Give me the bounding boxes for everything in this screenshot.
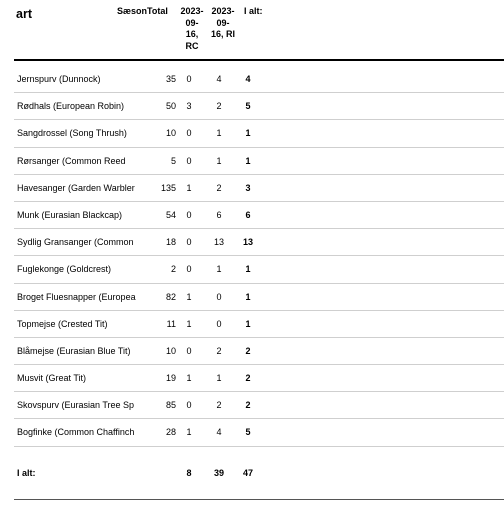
table-row — [14, 311, 504, 338]
count-ri: 2 — [216, 345, 222, 356]
count-rc: 0 — [186, 400, 192, 411]
row-total: 5 — [245, 101, 251, 112]
count-ri: 4 — [216, 74, 222, 84]
row-total: 1 — [245, 318, 251, 329]
count-ri: 4 — [216, 427, 222, 438]
season-total: 10 — [165, 128, 176, 139]
count-rc: 1 — [186, 318, 192, 329]
season-total: 85 — [165, 400, 176, 411]
species-name: Jernspurv (Dunnock) — [17, 74, 101, 84]
season-total: 50 — [165, 101, 176, 112]
count-ri: 2 — [216, 101, 222, 112]
row-total: 1 — [245, 155, 251, 166]
count-rc: 0 — [186, 237, 192, 248]
row-total: 5 — [245, 427, 251, 438]
footer-total-rc: 8 — [186, 468, 192, 478]
row-total: 6 — [245, 209, 251, 220]
row-total: 1 — [245, 264, 251, 275]
header-divider — [14, 59, 504, 61]
count-ri: 0 — [216, 291, 222, 302]
species-name: Munk (Eurasian Blackcap) — [17, 209, 123, 220]
season-total: 5 — [170, 155, 176, 166]
species-name: Havesanger (Garden Warbler — [17, 182, 135, 193]
count-rc: 3 — [186, 101, 192, 112]
season-total: 82 — [165, 291, 176, 302]
row-total: 1 — [245, 128, 251, 139]
count-rc: 1 — [186, 427, 192, 438]
table-body — [0, 66, 504, 447]
count-ri: 13 — [213, 237, 224, 248]
column-header-date-ri: 2023- 09- 16, RI — [210, 6, 235, 39]
column-header-season: Sæson — [117, 6, 148, 16]
species-name: Fuglekonge (Goldcrest) — [17, 264, 112, 275]
season-total: 28 — [165, 427, 176, 438]
table-row — [14, 284, 504, 311]
season-total: 18 — [165, 237, 176, 248]
row-total: 13 — [242, 237, 253, 248]
table-footer — [14, 462, 504, 482]
table-row — [14, 419, 504, 446]
column-header-date-rc: 2023- 09- 16, RC — [180, 6, 204, 51]
count-rc: 1 — [186, 373, 192, 384]
count-ri: 6 — [216, 209, 222, 220]
footer-divider — [14, 499, 504, 500]
count-rc: 0 — [186, 209, 192, 220]
table-row — [14, 175, 504, 202]
table-row — [14, 202, 504, 229]
column-header-total: Total — [147, 6, 168, 16]
count-rc: 1 — [186, 182, 192, 193]
row-total: 1 — [245, 291, 251, 302]
species-name: Rødhals (European Robin) — [17, 101, 125, 112]
count-ri: 0 — [216, 318, 222, 329]
count-ri: 1 — [216, 264, 222, 275]
species-name: Sydlig Gransanger (Common — [17, 237, 134, 248]
table-header — [0, 0, 504, 60]
column-header-art: art — [16, 7, 32, 21]
season-total: 11 — [166, 318, 176, 329]
count-ri: 2 — [216, 182, 222, 193]
species-name: Bogfinke (Common Chaffinch — [17, 427, 135, 438]
count-rc: 0 — [186, 264, 192, 275]
table-row — [14, 93, 504, 120]
table-row — [14, 120, 504, 147]
table-row — [14, 148, 504, 175]
species-name: Sangdrossel (Song Thrush) — [17, 128, 127, 139]
row-total: 2 — [245, 345, 251, 356]
table-row — [14, 338, 504, 365]
table-row — [14, 229, 504, 256]
count-rc: 0 — [186, 128, 192, 139]
table-row — [14, 66, 504, 93]
table-row — [14, 392, 504, 419]
footer-total-ri: 39 — [213, 468, 224, 478]
count-ri: 1 — [216, 373, 222, 384]
count-ri: 2 — [216, 400, 222, 411]
row-total: 2 — [245, 400, 251, 411]
season-total: 10 — [165, 345, 176, 356]
species-name: Rørsanger (Common Reed — [17, 155, 126, 166]
row-total: 2 — [245, 373, 251, 384]
row-total: 4 — [245, 74, 251, 84]
row-total: 3 — [245, 182, 251, 193]
count-rc: 0 — [186, 74, 192, 84]
season-total: 2 — [170, 264, 176, 275]
count-rc: 1 — [186, 291, 192, 302]
species-name: Musvit (Great Tit) — [17, 373, 87, 384]
footer-label: I alt: — [17, 468, 36, 478]
season-total: 54 — [165, 209, 176, 220]
footer-grand-total: 47 — [242, 468, 253, 478]
table-row — [14, 256, 504, 283]
count-ri: 1 — [216, 155, 222, 166]
species-name: Broget Fluesnapper (Europea — [17, 291, 136, 302]
season-total: 135 — [160, 182, 176, 193]
column-header-ialt: I alt: — [244, 6, 263, 16]
season-total: 35 — [165, 74, 176, 84]
table-row — [14, 365, 504, 392]
count-ri: 1 — [216, 128, 222, 139]
species-name: Skovspurv (Eurasian Tree Sp — [17, 400, 135, 411]
species-name: Blåmejse (Eurasian Blue Tit) — [17, 345, 131, 356]
species-name: Topmejse (Crested Tit) — [17, 318, 108, 329]
season-total: 19 — [165, 373, 176, 384]
count-rc: 0 — [186, 155, 192, 166]
count-rc: 0 — [186, 345, 192, 356]
